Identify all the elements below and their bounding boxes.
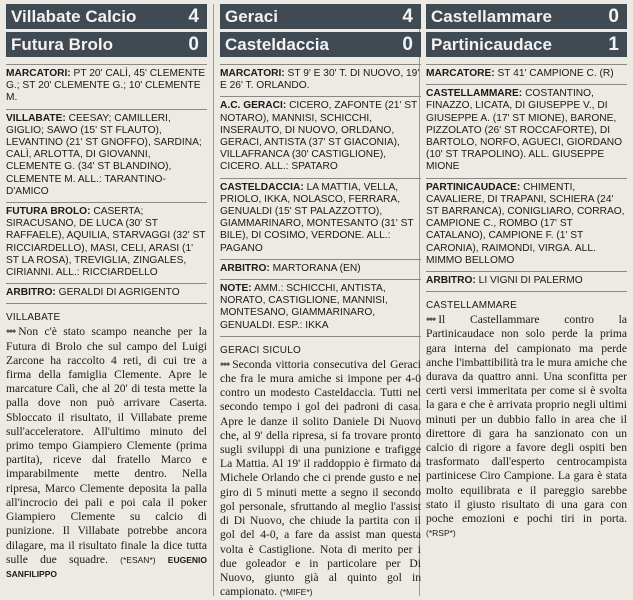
match-story	[426, 313, 627, 540]
story-text: Non c'è stato scampo neanche per la Futura di Brolo che sul campo del Luigi Zarcone ha raccolto 4 reti, di cui tre a firma della famiglia Clemente. Apre le marcature Calì, che al 20' di testa mette la palla dove non può arrivare Caserta. Sbloccato il risultato, il Villabate preme sull'acceleratore. All'ultimo minuto del primo tempo Giampiero Clemente (prima partita), riceve dal fratello Marco e imparabilmente mette dentro. Nella ripresa, Marco Clemente deposita la palla all'incrocio dei pali e poi cala il poker Giampiero Clemente su calcio di punizione. Il Villabate potrebbe ancora dilagare, ma il risultato finale la dice tutta sulle due squadre.	[6, 325, 207, 566]
team-b-lineup-label: PARTINICAUDACE:	[426, 181, 521, 193]
team-b-score: 0	[402, 34, 413, 55]
scorers-section	[426, 64, 627, 84]
team-b-name: Casteldaccia	[225, 35, 329, 54]
referee-label: ARBITRO:	[220, 262, 270, 274]
team-b-bar	[426, 32, 627, 57]
team-a-score: 4	[402, 6, 413, 27]
team-a-lineup-label: CASTELLAMMARE:	[426, 88, 523, 100]
referee-section	[426, 271, 627, 292]
team-a-score: 4	[188, 6, 199, 27]
scorers-section	[6, 64, 207, 109]
team-a-name: Geraci	[225, 7, 278, 26]
story-signature: (*MIFE*)	[279, 587, 313, 598]
scorers-text: PT 20' CALÌ, 45' CLEMENTE G.; ST 20' CLEMENTE G.; 10' CLEMENTE M.	[6, 68, 206, 104]
team-a-name: Villabate Calcio	[11, 7, 137, 26]
team-a-lineup-text: CEESAY; CAMILLERI, GIGLIO; SAWO (15' ST FLAUTO), LEVANTINO (21' ST GNOFFO), SARDINA; CALÌ, ARLOTTA, DI GIOVANNI, CLEMENTE G. (34' ST BLANDINO), CLEMENTE M. ALL.: TARANTINO-D'AMICO	[6, 112, 202, 197]
match-story	[220, 358, 421, 599]
team-b-bar	[6, 32, 207, 57]
team-b-name: Partinicaudace	[431, 35, 552, 54]
team-a-bar	[220, 4, 421, 29]
match-story	[6, 325, 207, 581]
team-b-lineup	[6, 202, 207, 283]
scorers-label: MARCATORI:	[220, 68, 285, 79]
notes-text: AMM.: SCHICCHI, ANTISTA, NORATO, CASTIGLIONE, MANNISI, MONTESANO, GIAMMARINARO, GENUALDI. ESP.: IKKA	[220, 283, 388, 331]
story-location: GERACI SICULO	[220, 344, 301, 356]
team-b-lineup	[426, 178, 627, 271]
scorers-text: ST 41' CAMPIONE C. (R)	[497, 68, 614, 79]
team-a-lineup	[6, 109, 207, 202]
match-column-geraci	[220, 4, 421, 599]
story-location: VILLABATE	[6, 312, 61, 324]
team-b-lineup-label: CASTELDACCIA:	[220, 181, 304, 193]
team-a-bar	[426, 4, 627, 29]
team-a-score: 0	[608, 6, 619, 27]
team-a-lineup-label: A.C. GERACI:	[220, 100, 287, 112]
team-a-bar	[6, 4, 207, 29]
team-a-lineup-text: COSTANTINO, FINAZZO, LICATA, DI GIUSEPPE V., DI GIUSEPPE A. (17' ST MIONE), BARONE, PIZZOLATO (26' ST ROCCAFORTE), DI BARTOLO, NORFO, AGUECI, GIORDANO (10' ST TRAPOLINO). ALL. GIUSEPPE MIONE	[426, 88, 623, 173]
column-divider	[213, 4, 214, 596]
referee-text: MARTORANA (EN)	[272, 262, 361, 274]
team-a-lineup	[426, 84, 627, 177]
team-a-name: Castellammare	[431, 7, 552, 26]
team-b-lineup-label: FUTURA BROLO:	[6, 206, 91, 218]
team-b-lineup-text: CASERTA; SIRACUSANO, DE LUCA (30' ST RAFFAELE), AQUILIA, STARVAGGI (32' ST RICCIARDELLO), MASI, CELI, ARASI (1' ST LA ROSA), TREVIGLIA, ZINGALES, CIRIANNI. ALL.: RICCIARDELLO	[6, 206, 206, 279]
team-a-lineup-text: CICERO, ZAFONTE (21' ST NOTARO), MANNISI, SCHICCHI, INSERAUTO, DI NUOVO, ORLDANO, GERACI, ANTISTA (37' ST GIACONIA), VILLAFRANCA (30' CASTIGLIONE), CICERO. ALL.: SPATARO	[220, 100, 418, 173]
match-column-castellammare	[426, 4, 627, 541]
team-a-lineup	[220, 96, 421, 177]
referee-label: ARBITRO:	[6, 287, 56, 299]
scorers-label: MARCATORI:	[6, 68, 71, 79]
story-text: Il Castellammare contro la Partinicaudace non solo perde la prima gara interna del campionato ma perde anche l'imbattibilità tra le mura amiche che durava da quattro anni. Una sconfitta per certi versi immeritata per come si è svolta la gara e che è arrivata proprio negli ultimi minuti per un dubbio fallo in area che il direttore di gara ha sanzionato con un calcio di rigore a favore degli ospiti ben trasformato dall'esperto centrocampista partinicese Ciro Campione. La gara è stata molto equilibrata e il pareggio sarebbe stato il giusto risultato di una gara con poche emozioni e pochi tiri in porta.	[426, 313, 627, 526]
team-b-lineup	[220, 178, 421, 259]
referee-label: ARBITRO:	[426, 275, 476, 287]
team-b-lineup-text: CHIMENTI, CAVALIERE, DI TRAPANI, SCHIERA (24' ST BARRANCA), CONIGLIARO, CORRAO, CAMPIONE C., ROMBO (17' ST CATALANO), CAMPIONE F. (1' ST CARONIA), RAIMONDI, VIRGA. ALL. MIMMO BELLOMO	[426, 181, 625, 266]
referee-section	[6, 283, 207, 304]
team-b-score: 0	[188, 34, 199, 55]
referee-text: LI VIGNI DI PALERMO	[478, 275, 583, 287]
team-b-bar	[220, 32, 421, 57]
story-author: EUGENIO SANFILIPPO	[6, 554, 207, 579]
bullet-dots: •••	[6, 325, 16, 339]
match-column-villabate	[6, 4, 207, 581]
story-text: Seconda vittoria consecutiva del Geraci che fra le mura amiche si impone per 4-0 contro un modesto Casteldaccia. Tutti nel secondo tempo i gol dei padroni di casa. Apre le danze il solito Daniele Di Nuovo che, al 9' della ripresa, si fa trovare pronto sugli sviluppi di una punizione e trafigge La Mattia. Al 19' il raddoppio è firmato da Michele Orlando che ci prende gusto e nel giro di 5 minuti mette a segno il secondo gol personale, sfruttando al meglio l'assist di Di Nuovo, che chiude la partita con il gol del 4-0, a fare da assist man questa volta è Castiglione. Nota di merito per i due goleador e in particolare per Di Nuovo, giunto già al quinto gol in campionato.	[220, 357, 421, 599]
notes-label: NOTE:	[220, 283, 252, 295]
notes-section	[220, 279, 421, 337]
scorers-section	[220, 64, 421, 96]
referee-section	[220, 259, 421, 279]
team-b-name: Futura Brolo	[11, 35, 113, 54]
referee-text: GERALDI DI AGRIGENTO	[58, 287, 180, 299]
story-signature: (*RSP*)	[426, 528, 456, 539]
bullet-dots: •••	[220, 357, 230, 371]
story-signature: (*ESAN*)	[120, 554, 156, 565]
team-a-lineup-label: VILLABATE:	[6, 112, 66, 124]
scorers-text: ST 9' E 30' T. DI NUOVO, 19' E 26' T. ORLANDO.	[220, 68, 420, 92]
scorers-label: MARCATORE:	[426, 68, 495, 79]
story-location: CASTELLAMMARE	[426, 300, 517, 312]
team-b-lineup-text: LA MATTIA, VELLA, PRIOLO, IKKA, NOLASCO, FERRARA, GENUALDI (15' ST PALAZZOTTO), GIAMMARINARO, MONTESANTO (31' ST BILE), DI COSIMO, VERDONE. ALL.: PAGANO	[220, 181, 414, 254]
bullet-dots: •••	[426, 313, 436, 327]
team-b-score: 1	[608, 34, 619, 55]
